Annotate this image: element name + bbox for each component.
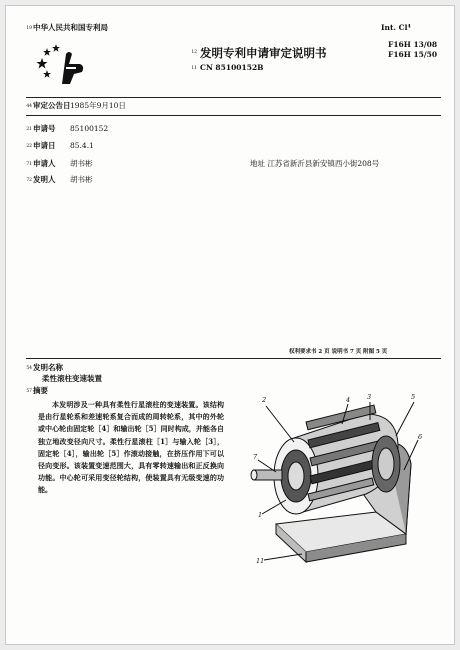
filing-date-label: 申请日	[33, 141, 56, 150]
publication-number: CN 85100152B	[200, 63, 264, 72]
examined-pub-label: 审定公告日	[33, 101, 71, 110]
inid-code: 19	[26, 25, 33, 31]
inid-code: 54	[26, 365, 33, 371]
int-cl-label: Int. Cl⁴	[381, 23, 411, 32]
document-title: 发明专利申请审定说明书	[200, 46, 327, 60]
applicant-address: 地址 江苏省新沂县新安镇西小街208号	[250, 159, 380, 168]
figure-label: 2	[262, 396, 267, 404]
inid-code: 12	[191, 49, 198, 55]
inid-code: 11	[191, 65, 198, 71]
patent-page	[5, 5, 455, 645]
int-cl-1: F16H 13/08	[388, 40, 438, 49]
int-cl-2: F16H 15/50	[388, 50, 438, 59]
country-name: 中华人民共和国专利局	[33, 23, 108, 32]
application-number: 85100152	[70, 124, 109, 133]
invention-name-label: 发明名称	[33, 363, 63, 372]
inid-code: 44	[26, 103, 33, 109]
inventor-name: 胡书彬	[70, 175, 93, 184]
figure-label: 5	[411, 393, 416, 401]
divider	[26, 97, 441, 98]
figure-label: 3	[367, 393, 372, 401]
abstract-label: 摘要	[33, 386, 48, 395]
figure-label: 1	[258, 511, 263, 519]
divider	[26, 358, 441, 359]
abstract-text: 本发明涉及一种具有柔性行星滚柱的变速装置。该结构是由行星轮系和差速轮系复合而成的周转轮系，其中的外轮或中心轮由固定轮［4］和输出轮［5］同时构成，并能各自独立地改变径向尺寸。柔性行星滚柱［1］与输入轮［3］，固定轮［4］，输出轮［5］作滚动接触，在挤压作用下可以径向变形。该装置变速范围大，具有零转速输出和正反换向功能。中心轮可采用变径轮结构，使装置具有无级变速的功能。	[38, 400, 224, 495]
figure-label: 4	[346, 396, 351, 404]
inventor-label: 发明人	[33, 175, 56, 184]
patent-office-emblem	[36, 44, 88, 86]
filing-date: 85.4.1	[70, 141, 94, 150]
applicant-name: 胡书彬	[70, 159, 93, 168]
device-figure	[246, 384, 436, 574]
inid-code: 22	[26, 143, 33, 149]
applicant-label: 申请人	[33, 159, 56, 168]
application-number-label: 申请号	[33, 124, 56, 133]
inid-code: 71	[26, 161, 33, 167]
page-counts: 权利要求书 2 页 说明书 7 页 附图 5 页	[289, 349, 388, 355]
inid-code: 72	[26, 177, 33, 183]
figure-label: 6	[418, 433, 423, 441]
examined-pub-date: 1985年9月10日	[70, 101, 126, 110]
invention-name: 柔性滚柱变速装置	[42, 374, 102, 383]
inid-code: 57	[26, 388, 33, 394]
divider	[26, 115, 441, 116]
figure-label: 7	[253, 453, 258, 461]
figure-label: 11	[256, 557, 265, 565]
inid-code: 21	[26, 126, 33, 132]
